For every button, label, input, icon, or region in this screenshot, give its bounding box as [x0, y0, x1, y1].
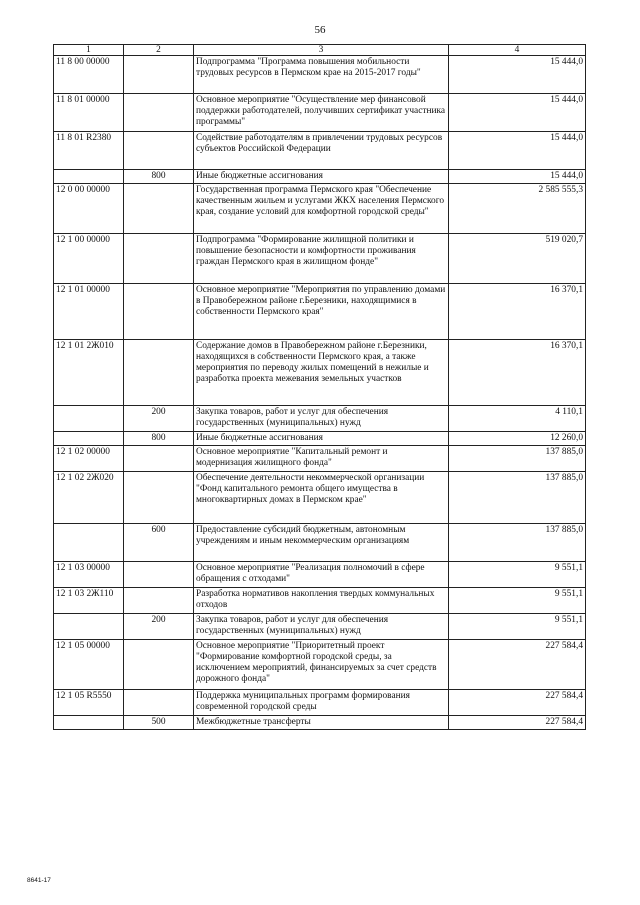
- row-code: 12 1 03 00000: [54, 562, 124, 588]
- row-code: [54, 170, 124, 184]
- table-row: [54, 56, 586, 94]
- row-type: [124, 588, 194, 614]
- table-row: [54, 716, 586, 730]
- budget-table: [53, 44, 586, 730]
- row-amount: 9 551,1: [449, 614, 586, 640]
- row-name: Подпрограмма "Программа повышения мобильности трудовых ресурсов в Пермском крае на 2015-2017 годы": [194, 56, 449, 94]
- row-code: 12 1 00 00000: [54, 234, 124, 284]
- row-amount: 15 444,0: [449, 170, 586, 184]
- row-type: [124, 284, 194, 340]
- row-amount: 16 370,1: [449, 284, 586, 340]
- row-code: [54, 614, 124, 640]
- table-row: [54, 406, 586, 432]
- table-row: [54, 234, 586, 284]
- row-amount: 9 551,1: [449, 588, 586, 614]
- row-type: 800: [124, 170, 194, 184]
- row-amount: 227 584,4: [449, 716, 586, 730]
- row-name: Иные бюджетные ассигнования: [194, 170, 449, 184]
- table-row: [54, 184, 586, 234]
- table-row: [54, 340, 586, 406]
- row-code: [54, 406, 124, 432]
- row-name: Иные бюджетные ассигнования: [194, 432, 449, 446]
- row-name: Основное мероприятие "Капитальный ремонт и модернизация жилищного фонда": [194, 446, 449, 472]
- row-name: Обеспечение деятельности некоммерческой организации "Фонд капитального ремонта общего имущества в многоквартирных домах в Пермском крае": [194, 472, 449, 524]
- row-type: 800: [124, 432, 194, 446]
- table-row: [54, 690, 586, 716]
- row-type: [124, 472, 194, 524]
- row-type: [124, 640, 194, 690]
- row-name: Государственная программа Пермского края "Обеспечение качественным жильем и услугами ЖКХ населения Пермского края, создание условий для комфортной городской среды": [194, 184, 449, 234]
- row-code: 12 1 05 00000: [54, 640, 124, 690]
- row-code: 11 8 00 00000: [54, 56, 124, 94]
- row-code: 12 1 05 R5550: [54, 690, 124, 716]
- table-row: [54, 170, 586, 184]
- row-code: [54, 432, 124, 446]
- row-name: Подпрограмма "Формирование жилищной политики и повышение безопасности и комфортности проживания граждан Пермского края в жилищном фонде": [194, 234, 449, 284]
- row-amount: 12 260,0: [449, 432, 586, 446]
- row-type: [124, 184, 194, 234]
- row-amount: 16 370,1: [449, 340, 586, 406]
- row-name: Содержание домов в Правобережном районе г.Березники, находящихся в собственности Пермского края, а также мероприятия по переводу жилых помещений в нежилые и разработка проекта межевания земельных участков: [194, 340, 449, 406]
- row-name: Основное мероприятие "Приоритетный проект "Формирование комфортной городской среды, за исключением мероприятий, финансируемых за счет средств дорожного фонда": [194, 640, 449, 690]
- row-type: [124, 56, 194, 94]
- row-code: 11 8 01 R2380: [54, 132, 124, 170]
- table-row: [54, 588, 586, 614]
- row-type: [124, 340, 194, 406]
- row-type: 600: [124, 524, 194, 562]
- table-row: [54, 524, 586, 562]
- table-row: [54, 284, 586, 340]
- row-code: 12 0 00 00000: [54, 184, 124, 234]
- row-code: [54, 716, 124, 730]
- row-amount: 15 444,0: [449, 132, 586, 170]
- column-header-name: 3: [194, 45, 449, 56]
- row-amount: 227 584,4: [449, 690, 586, 716]
- row-amount: 137 885,0: [449, 524, 586, 562]
- row-type: [124, 562, 194, 588]
- row-code: 11 8 01 00000: [54, 94, 124, 132]
- row-code: 12 1 01 2Ж010: [54, 340, 124, 406]
- row-name: Закупка товаров, работ и услуг для обеспечения государственных (муниципальных) нужд: [194, 406, 449, 432]
- table-row: [54, 132, 586, 170]
- row-type: [124, 234, 194, 284]
- row-code: 12 1 02 00000: [54, 446, 124, 472]
- row-amount: 137 885,0: [449, 446, 586, 472]
- document-code: 8641-17: [27, 877, 51, 884]
- row-amount: 227 584,4: [449, 640, 586, 690]
- row-name: Предоставление субсидий бюджетным, автономным учреждениям и иным некоммерческим организациям: [194, 524, 449, 562]
- row-amount: 15 444,0: [449, 94, 586, 132]
- row-name: Межбюджетные трансферты: [194, 716, 449, 730]
- row-code: 12 1 02 2Ж020: [54, 472, 124, 524]
- column-header-code: 1: [54, 45, 124, 56]
- table-row: [54, 94, 586, 132]
- row-code: 12 1 03 2Ж110: [54, 588, 124, 614]
- row-code: [54, 524, 124, 562]
- row-amount: 9 551,1: [449, 562, 586, 588]
- table-row: [54, 562, 586, 588]
- row-type: 200: [124, 406, 194, 432]
- page-number: 56: [314, 24, 326, 36]
- row-code: 12 1 01 00000: [54, 284, 124, 340]
- table-row: [54, 614, 586, 640]
- row-type: [124, 94, 194, 132]
- row-amount: 2 585 555,3: [449, 184, 586, 234]
- row-type: [124, 132, 194, 170]
- column-header-amount: 4: [449, 45, 586, 56]
- table-row: [54, 446, 586, 472]
- row-type: 500: [124, 716, 194, 730]
- row-name: Содействие работодателям в привлечении трудовых ресурсов субъектов Российской Федерации: [194, 132, 449, 170]
- row-type: [124, 690, 194, 716]
- column-header-type: 2: [124, 45, 194, 56]
- row-name: Основное мероприятие "Осуществление мер финансовой поддержки работодателей, получивших сертификат участника программы": [194, 94, 449, 132]
- header-row: [54, 45, 586, 56]
- table-row: [54, 432, 586, 446]
- row-name: Основное мероприятие "Реализация полномочий в сфере обращения с отходами": [194, 562, 449, 588]
- row-name: Основное мероприятие "Мероприятия по управлению домами в Правобережном районе г.Березники, находящимися в собственности Пермского края": [194, 284, 449, 340]
- row-amount: 137 885,0: [449, 472, 586, 524]
- row-amount: 4 110,1: [449, 406, 586, 432]
- table-row: [54, 472, 586, 524]
- row-name: Разработка нормативов накопления твердых коммунальных отходов: [194, 588, 449, 614]
- row-type: 200: [124, 614, 194, 640]
- row-name: Поддержка муниципальных программ формирования современной городской среды: [194, 690, 449, 716]
- row-amount: 519 020,7: [449, 234, 586, 284]
- row-type: [124, 446, 194, 472]
- table-row: [54, 640, 586, 690]
- row-amount: 15 444,0: [449, 56, 586, 94]
- row-name: Закупка товаров, работ и услуг для обеспечения государственных (муниципальных) нужд: [194, 614, 449, 640]
